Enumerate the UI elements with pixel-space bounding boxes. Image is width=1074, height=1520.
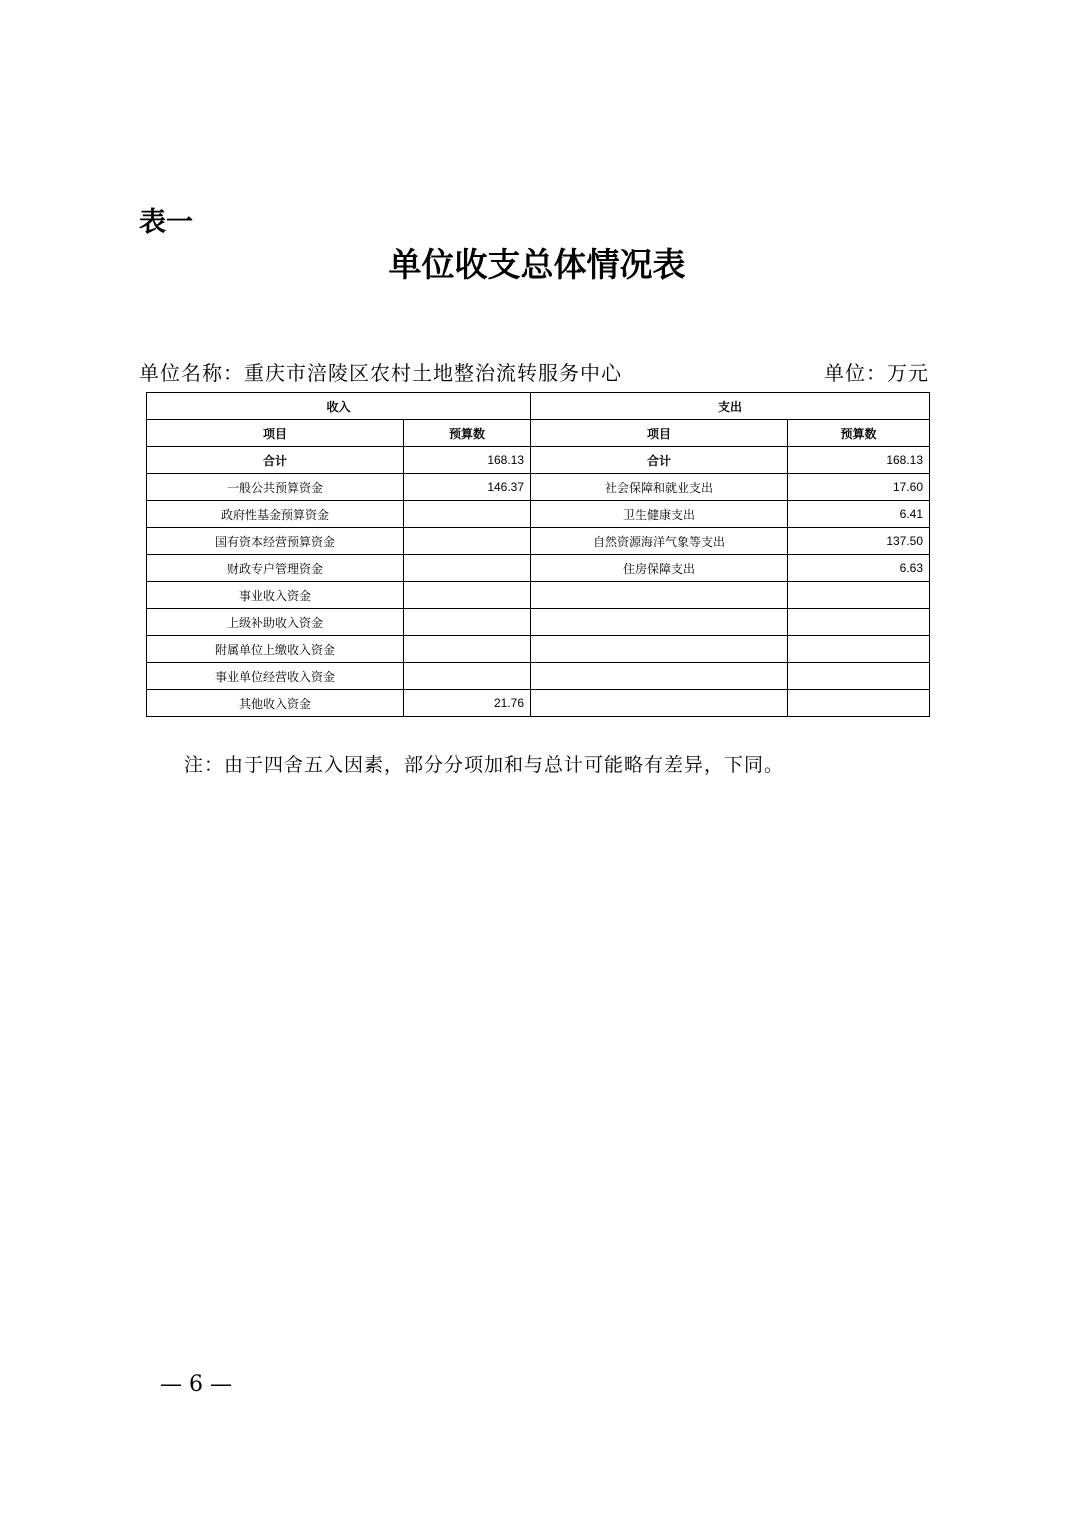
table-row <box>147 609 930 636</box>
table-row <box>147 582 930 609</box>
table-column-header-row <box>147 420 930 447</box>
income-item-column-header: 项目 <box>147 420 404 447</box>
income-amount <box>404 609 531 636</box>
expense-amount-column-header: 预算数 <box>788 420 930 447</box>
expense-item: 住房保障支出 <box>531 555 788 582</box>
expense-item-column-header: 项目 <box>531 420 788 447</box>
income-amount <box>404 555 531 582</box>
income-amount <box>404 528 531 555</box>
footnote: 注：由于四舍五入因素，部分分项加和与总计可能略有差异，下同。 <box>184 754 785 776</box>
table-row <box>147 501 930 528</box>
expense-item <box>531 690 788 717</box>
expense-item: 社会保障和就业支出 <box>531 474 788 501</box>
income-item: 国有资本经营预算资金 <box>147 528 404 555</box>
unit-label: 单位：万元 <box>824 361 929 385</box>
table-row-total <box>147 447 930 474</box>
income-amount <box>404 582 531 609</box>
table-label: 表一 <box>139 207 193 238</box>
income-item: 政府性基金预算资金 <box>147 501 404 528</box>
income-item: 上级补助收入资金 <box>147 609 404 636</box>
expense-amount: 168.13 <box>788 447 930 474</box>
income-item: 附属单位上缴收入资金 <box>147 636 404 663</box>
expense-item: 合计 <box>531 447 788 474</box>
income-item: 一般公共预算资金 <box>147 474 404 501</box>
expense-amount: 6.41 <box>788 501 930 528</box>
expense-amount <box>788 636 930 663</box>
income-header: 收入 <box>147 393 531 420</box>
table-row <box>147 636 930 663</box>
expense-item <box>531 663 788 690</box>
income-amount-column-header: 预算数 <box>404 420 531 447</box>
expense-amount <box>788 582 930 609</box>
table-row <box>147 474 930 501</box>
income-amount <box>404 636 531 663</box>
org-name: 单位名称：重庆市涪陵区农村土地整治流转服务中心 <box>139 361 622 385</box>
expense-amount <box>788 609 930 636</box>
income-item: 事业单位经营收入资金 <box>147 663 404 690</box>
income-amount: 168.13 <box>404 447 531 474</box>
income-item: 其他收入资金 <box>147 690 404 717</box>
income-amount <box>404 501 531 528</box>
expense-amount: 137.50 <box>788 528 930 555</box>
table-row <box>147 555 930 582</box>
table-row <box>147 663 930 690</box>
income-amount: 21.76 <box>404 690 531 717</box>
table-row <box>147 690 930 717</box>
income-amount <box>404 663 531 690</box>
table-row <box>147 528 930 555</box>
page-number: — 6 — <box>160 1372 232 1397</box>
expense-amount <box>788 690 930 717</box>
expense-item: 卫生健康支出 <box>531 501 788 528</box>
budget-table <box>146 392 930 717</box>
income-item: 合计 <box>147 447 404 474</box>
expense-item <box>531 636 788 663</box>
income-amount: 146.37 <box>404 474 531 501</box>
expense-header: 支出 <box>531 393 930 420</box>
expense-item <box>531 609 788 636</box>
expense-item <box>531 582 788 609</box>
expense-amount: 17.60 <box>788 474 930 501</box>
expense-amount <box>788 663 930 690</box>
income-item: 财政专户管理资金 <box>147 555 404 582</box>
income-item: 事业收入资金 <box>147 582 404 609</box>
expense-item: 自然资源海洋气象等支出 <box>531 528 788 555</box>
table-group-header-row <box>147 393 930 420</box>
page-title: 单位收支总体情况表 <box>388 245 686 284</box>
expense-amount: 6.63 <box>788 555 930 582</box>
